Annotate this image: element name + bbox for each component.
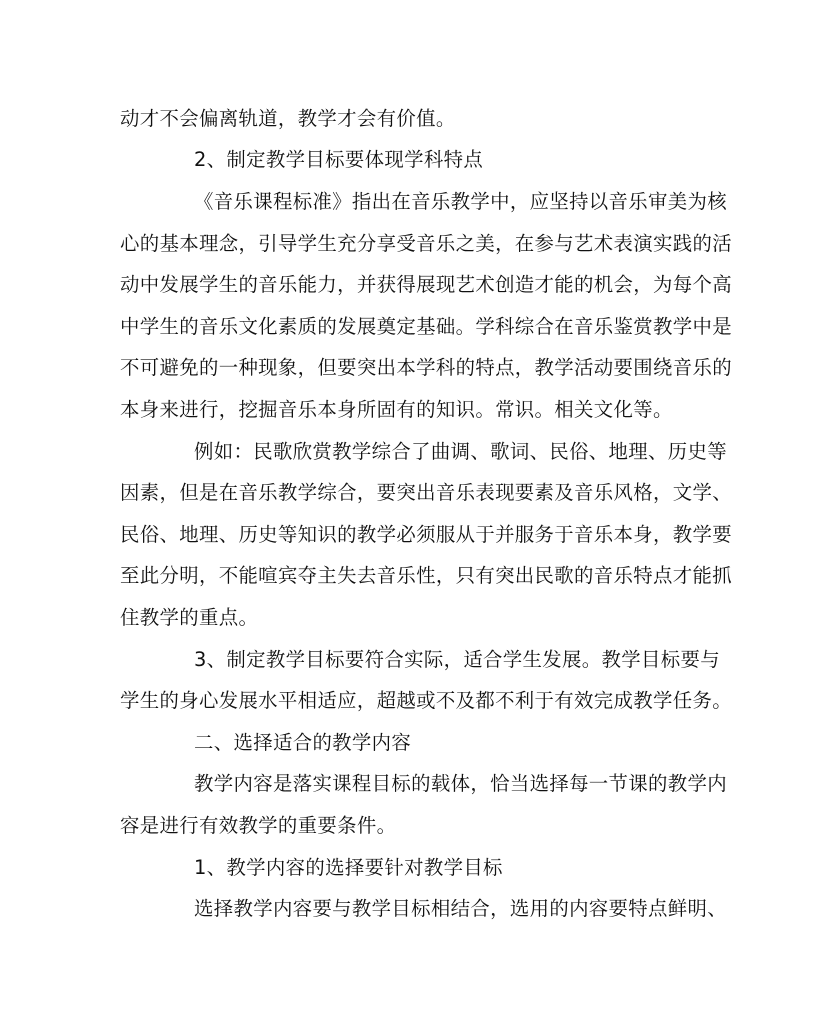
text-line: 因素，但是在音乐教学综合，要突出音乐表现要素及音乐风格，文学、 (120, 481, 732, 504)
text-line: 容是进行有效教学的重要条件。 (120, 814, 397, 837)
text-line: 《音乐课程标准》指出在音乐教学中，应坚持以音乐审美为核 (194, 190, 727, 213)
text-line: 中学生的音乐文化素质的发展奠定基础。学科综合在音乐鉴赏教学中是 (120, 315, 732, 338)
text-line: 学生的身心发展水平相适应，超越或不及都不利于有效完成教学任务。 (120, 689, 732, 712)
section-heading: 二、选择适合的教学内容 (194, 731, 412, 754)
text-line: 至此分明，不能喧宾夺主失去音乐性，只有突出民歌的音乐特点才能抓 (120, 564, 732, 587)
text-line: 动中发展学生的音乐能力，并获得展现艺术创造才能的机会，为每个高 (120, 273, 732, 296)
text-line: 3、制定教学目标要符合实际，适合学生发展。教学目标要与 (194, 648, 720, 671)
text-line: 本身来进行，挖掘音乐本身所固有的知识。常识。相关文化等。 (120, 398, 673, 421)
text-line: 民俗、地理、历史等知识的教学必须服从于并服务于音乐本身，教学要 (120, 523, 732, 546)
text-line: 住教学的重点。 (120, 606, 259, 629)
text-line: 例如：民歌欣赏教学综合了曲调、歌词、民俗、地理、历史等 (194, 440, 727, 463)
text-line: 心的基本理念，引导学生充分享受音乐之美，在参与艺术表演实践的活 (120, 232, 732, 255)
section-heading: 1、教学内容的选择要针对教学目标 (194, 856, 503, 879)
section-heading: 2、制定教学目标要体现学科特点 (194, 148, 484, 171)
text-line: 教学内容是落实课程目标的载体，恰当选择每一节课的教学内 (194, 772, 727, 795)
text-line: 选择教学内容要与教学目标相结合，选用的内容要特点鲜明、 (194, 897, 727, 920)
text-line: 不可避免的一种现象，但要突出本学科的特点，教学活动要围绕音乐的 (120, 356, 732, 379)
text-line: 动才不会偏离轨道，教学才会有价值。 (120, 107, 456, 130)
